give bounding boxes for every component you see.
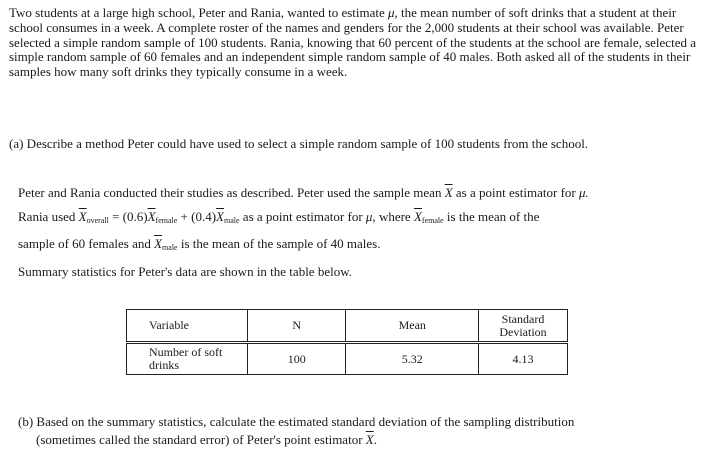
header-variable: Variable [127,310,248,343]
sub-male-2: male [162,243,178,252]
rania-text-4: is the mean of the [446,208,540,224]
intro-paragraph [9,6,705,80]
header-n: N [248,310,346,343]
header-mean: Mean [346,310,479,343]
part-b-line2: (sometimes called the standard error) of Peter's point estimator [36,432,363,447]
equation-part-1: = (0.6) [112,208,148,224]
mu-symbol: μ, [388,5,398,20]
part-b-period: . [373,432,377,447]
sample-text-2: is the mean of the sample of 40 males. [180,236,381,251]
summary-statistics-table [126,309,568,375]
xbar-male-2: $\overline{X}$ [154,236,163,251]
xbar-overall: $\overline{X}$ [78,208,87,224]
sub-male: male [224,215,240,225]
sub-female: female [155,215,178,225]
sub-female-2: female [421,215,444,225]
equation-part-2: + (0.4) [180,208,217,224]
xbar-male: $\overline{X}$ [216,208,224,224]
mu-symbol-2: μ. [579,185,589,200]
part-b-question [18,413,704,449]
cell-mean: 5.32 [346,343,479,375]
intro-line1: Two students at a large high school, Peter and Rania, wanted to estimate [9,5,385,20]
summary-text: Summary statistics for Peter's data are shown in the table below. [18,263,353,279]
cell-n: 100 [248,343,346,375]
header-std-dev: Standard Deviation [479,310,568,343]
intro-line1b: the mean number of soft drinks that [401,5,587,20]
sub-overall: overall [86,215,109,225]
rania-text-2: as a point estimator for [242,208,363,224]
cell-std-dev: 4.13 [479,343,568,375]
table-header-row [127,310,568,343]
part-b-line1: (b) Based on the summary statistics, calculate the estimated standard deviation of the sampling distribution [18,414,575,429]
xbar-female: $\overline{X}$ [147,208,156,224]
intro-rest: a student at their school consumes in a week. A complete roster of the names and genders for the 2,000 students at their school was available. Peter selected a simple random sample of 100 students. Rania, knowing that 60 percent of the students at the school are female, selected a simple random sample of 60 females and an independent simple random sample of 40 males. Both asked all of the students in their samples how many soft drinks they typically consume in a week. [9,5,696,80]
part-a-question [9,136,705,152]
table-row [127,343,568,375]
xbar-female-2: $\overline{X}$ [413,208,422,224]
part-a-text: (a) Describe a method Peter could have used to select a simple random sample of 100 students from the school. [9,136,589,151]
part-b-line2-wrap [18,431,704,449]
study-text-1: Peter and Rania conducted their studies as described. Peter used the sample mean [18,185,442,200]
xbar-symbol: $\overline{X}$ [444,185,453,200]
sample-text-1: sample of 60 females and [18,236,151,251]
mu-symbol-3: μ, [365,208,376,224]
study-paragraph [18,181,704,283]
rania-text-1: Rania used [18,208,76,224]
rania-text-3: where [378,208,411,224]
cell-variable: Number of soft drinks [127,343,248,375]
xbar-part-b: $\overline{X}$ [365,432,374,447]
study-text-2: as a point estimator for [455,185,576,200]
